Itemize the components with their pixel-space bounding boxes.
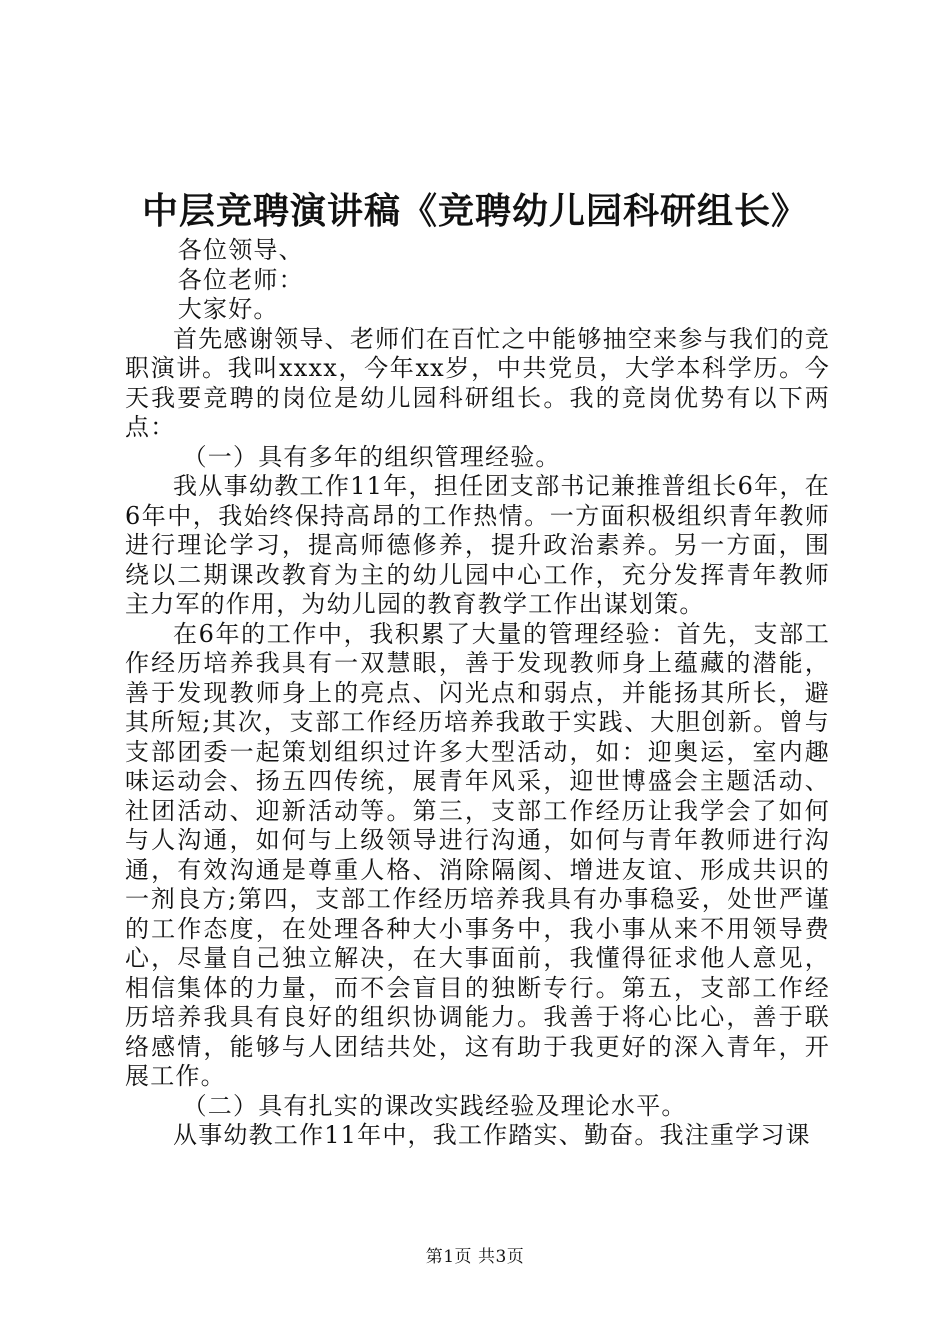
paragraph-management: 在6年的工作中，我积累了大量的管理经验：首先，支部工作经历培养我具有一双慧眼，善于发现教师身上蕴藏的潜能，善于发现教师身上的亮点、闪光点和弱点，并能扬其所长，避其所短;其次，支部工作经历培养我敢于实践、大胆创新。曾与支部团委一起策划组织过许多大型活动，如：迎奥运，室内趣味运动会、扬五四传统，展青年风采，迎世博盛会主题活动、社团活动、迎新活动等。第三，支部工作经历让我学会了如何与人沟通，如何与上级领导进行沟通，如何与青年教师进行沟通，有效沟通是尊重人格、消除隔阂、增进友谊、形成共识的一剂良方;第四，支部工作经历培养我具有办事稳妥，处世严谨的工作态度，在处理各种大小事务中，我小事从来不用领导费心，尽量自己独立解决，在大事面前，我懂得征求他人意见，相信集体的力量，而不会盲目的独断专行。第五，支部工作经历培养我具有良好的组织协调能力。我善于将心比心，善于联络感情，能够与人团结共处，这有助于我更好的深入青年，开展工作。: [125, 619, 830, 1090]
document-title: 中层竞聘演讲稿《竞聘幼儿园科研组长》: [141, 190, 808, 232]
paragraph-experience: 我从事幼教工作11年，担任团支部书记兼推普组长6年，在6年中，我始终保持高昂的工作热情。一方面积极组织青年教师进行理论学习，提高师德修养，提升政治素养。另一方面，围绕以二期课改教育为主的幼儿园中心工作，充分发挥青年教师主力军的作用，为幼儿园的教育教学工作出谋划策。: [125, 472, 830, 618]
greeting-teachers: 各位老师：: [177, 265, 304, 294]
greeting-hello: 大家好。: [177, 295, 279, 323]
document-body: [125, 236, 830, 1151]
greeting-leaders: 各位领导、: [177, 236, 304, 264]
paragraph-curriculum: 从事幼教工作11年中，我工作踏实、勤奋。我注重学习课: [173, 1121, 811, 1149]
section-heading-2: （二）具有扎实的课改实践经验及理论水平。: [182, 1091, 687, 1120]
page-number-footer: 第1页 共3页: [425, 1247, 525, 1267]
section-heading-1: （一）具有多年的组织管理经验。: [182, 442, 561, 471]
paragraph-intro: 首先感谢领导、老师们在百忙之中能够抽空来参与我们的竞职演讲。我叫xxxx，今年xx岁，中共党员，大学本科学历。今天我要竞聘的岗位是幼儿园科研组长。我的竞岗优势有以下两点：: [125, 324, 830, 441]
